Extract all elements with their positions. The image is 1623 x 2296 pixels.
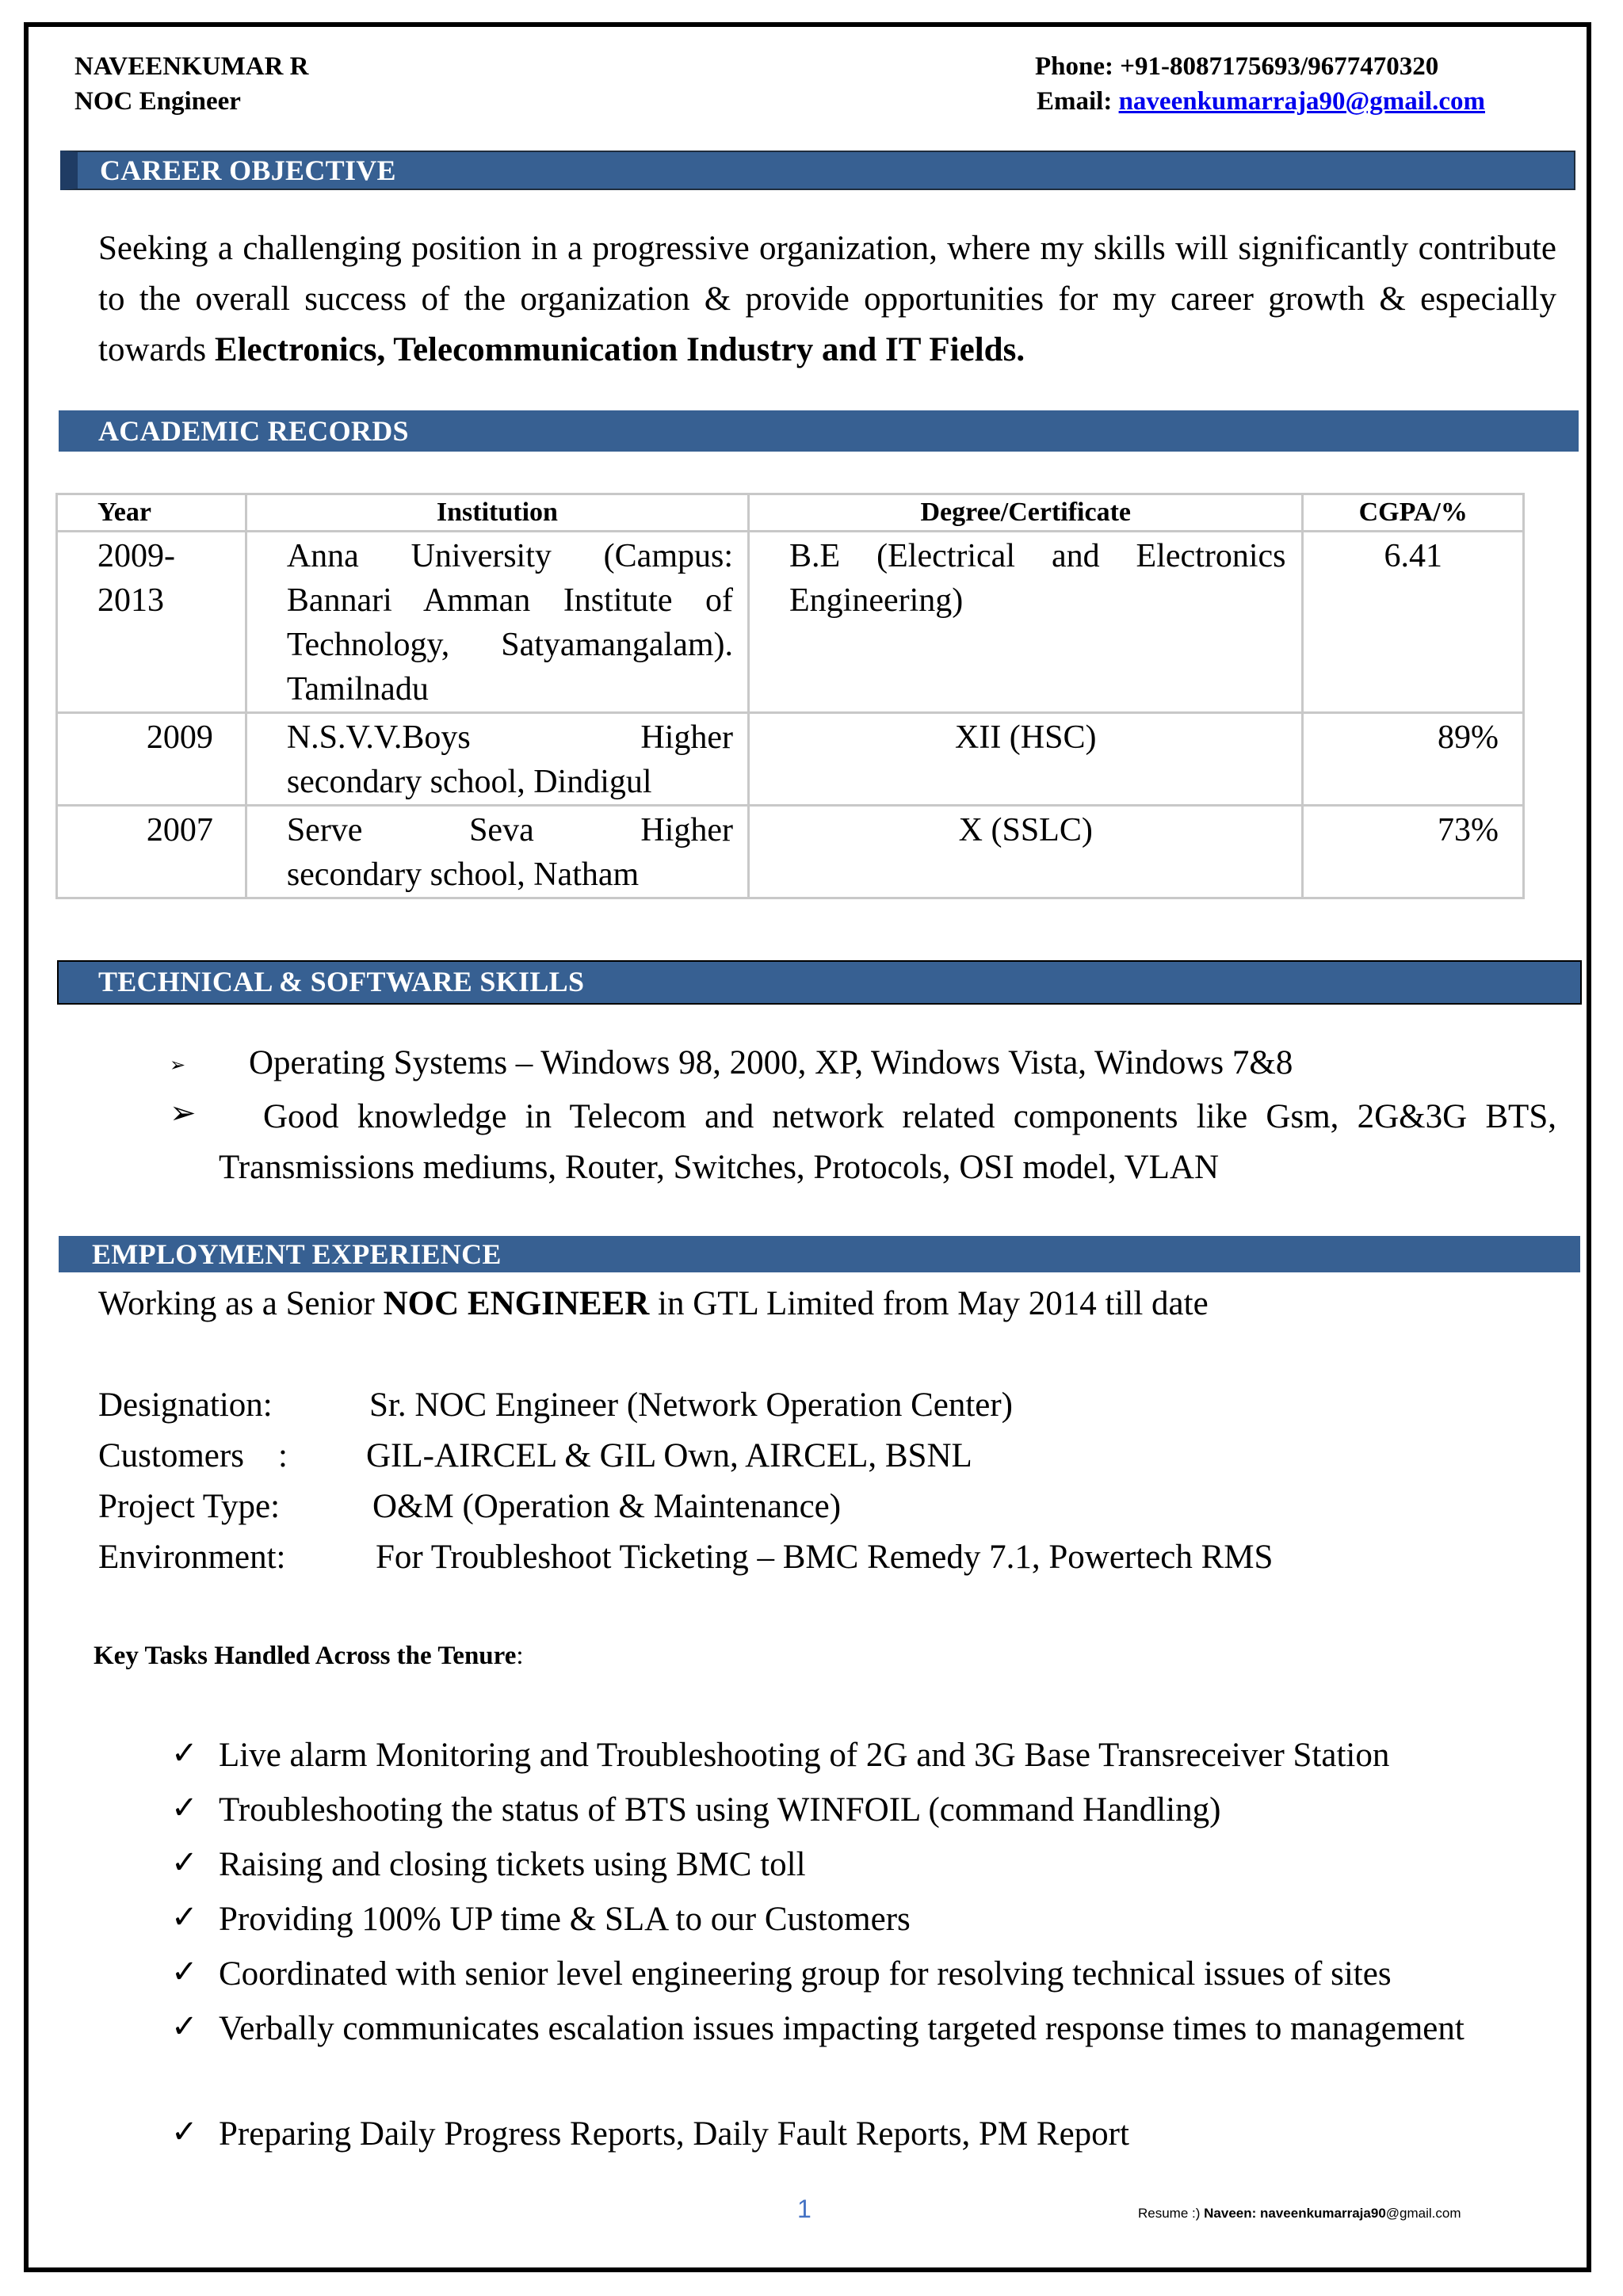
- task-item: Providing 100% UP time & SLA to our Customers: [219, 1901, 911, 1938]
- candidate-role: NOC Engineer: [74, 87, 241, 116]
- cell-institution: N.S.V.V.Boys Higher secondary school, Dindigul: [246, 713, 748, 806]
- arrow-bullet-icon: ➢: [170, 1095, 197, 1131]
- email-link[interactable]: naveenkumarraja90@gmail.com: [1118, 87, 1485, 116]
- cell-institution: Anna University (Campus: Bannari Amman Institute of Technology, Satyamangalam). Tamilnadu: [246, 532, 748, 713]
- detail-label-customers: Customers :: [98, 1437, 288, 1474]
- header-cgpa: CGPA/%: [1303, 494, 1524, 532]
- section-academic-records: ACADEMIC RECORDS: [59, 410, 1579, 452]
- cell-institution: Serve Seva Higher secondary school, Natham: [246, 806, 748, 898]
- key-tasks-heading: Key Tasks Handled Across the Tenure:: [94, 1642, 524, 1670]
- cell-year: 2009-2013: [57, 532, 246, 713]
- detail-value-project-type: O&M (Operation & Maintenance): [372, 1488, 842, 1525]
- cell-cgpa: 6.41: [1303, 532, 1524, 713]
- email-label: Email:: [1037, 87, 1113, 116]
- detail-value-customers: GIL-AIRCEL & GIL Own, AIRCEL, BSNL: [366, 1437, 972, 1474]
- cell-degree: X (SSLC): [749, 806, 1303, 898]
- detail-value-environment: For Troubleshoot Ticketing – BMC Remedy 7.1, Powertech RMS: [376, 1539, 1274, 1576]
- header-year: Year: [57, 494, 246, 532]
- email-line: [1037, 86, 1485, 117]
- task-item: Verbally communicates escalation issues impacting targeted response times to management: [219, 2010, 1465, 2047]
- career-objective-highlight: Electronics, Telecommunication Industry and IT Fields.: [214, 331, 1025, 368]
- task-item: Raising and closing tickets using BMC toll: [219, 1846, 806, 1883]
- table-row: [57, 806, 1524, 898]
- career-objective-text: [98, 223, 1556, 376]
- cell-year: 2009: [57, 713, 246, 806]
- checkmark-icon: ✓: [171, 1844, 198, 1881]
- employment-intro: Working as a Senior NOC ENGINEER in GTL Limited from May 2014 till date: [98, 1285, 1209, 1322]
- checkmark-icon: ✓: [171, 1954, 198, 1990]
- role-highlight: NOC ENGINEER: [383, 1285, 650, 1322]
- phone-line: [1035, 51, 1438, 82]
- academic-header-row: [57, 494, 1524, 532]
- task-item: Troubleshooting the status of BTS using WINFOIL (command Handling): [219, 1791, 1221, 1829]
- header-institution: Institution: [246, 494, 748, 532]
- detail-value-designation: Sr. NOC Engineer (Network Operation Center): [369, 1386, 1014, 1424]
- candidate-name: NAVEENKUMAR R: [74, 52, 309, 81]
- detail-label-project-type: Project Type:: [98, 1488, 281, 1525]
- career-objective-body: Seeking a challenging position in a progressive organization, where my skills will significantly contribute to the overall success of the organization & provide opportunities for my career growth & especially towards: [98, 230, 1556, 368]
- cell-cgpa: 73%: [1303, 806, 1524, 898]
- phone-label: Phone:: [1035, 52, 1113, 81]
- phone-number: +91-8087175693/9677470320: [1120, 52, 1439, 81]
- checkmark-icon: ✓: [171, 2008, 198, 2045]
- checkmark-icon: ✓: [171, 2114, 198, 2150]
- page-number: 1: [797, 2195, 812, 2223]
- cell-degree: B.E (Electrical and Electronics Engineering): [749, 532, 1303, 713]
- detail-label-environment: Environment:: [98, 1539, 286, 1576]
- detail-label-designation: Designation:: [98, 1386, 273, 1424]
- section-employment-experience: EMPLOYMENT EXPERIENCE: [59, 1236, 1580, 1272]
- footer-resume-note: Resume :) Naveen: naveenkumarraja90@gmail.com: [1138, 2206, 1461, 2221]
- arrow-bullet-icon: ➢: [170, 1054, 186, 1076]
- skill-item: Good knowledge in Telecom and network related components like Gsm, 2G&3G BTS, Transmissions mediums, Router, Switches, Protocols, OSI model, VLAN: [219, 1098, 1556, 1186]
- task-item: Coordinated with senior level engineering group for resolving technical issues of sites: [219, 1955, 1392, 1993]
- table-row: [57, 713, 1524, 806]
- task-item: Live alarm Monitoring and Troubleshooting of 2G and 3G Base Transreceiver Station: [219, 1737, 1390, 1774]
- header-degree: Degree/Certificate: [749, 494, 1303, 532]
- table-row: [57, 532, 1524, 713]
- academic-table: [55, 493, 1525, 899]
- cell-degree: XII (HSC): [749, 713, 1303, 806]
- task-item: Preparing Daily Progress Reports, Daily Fault Reports, PM Report: [219, 2115, 1129, 2153]
- checkmark-icon: ✓: [171, 1735, 198, 1772]
- skill-item: Operating Systems – Windows 98, 2000, XP, Windows Vista, Windows 7&8: [249, 1044, 1293, 1081]
- cell-cgpa: 89%: [1303, 713, 1524, 806]
- cell-year: 2007: [57, 806, 246, 898]
- checkmark-icon: ✓: [171, 1899, 198, 1936]
- checkmark-icon: ✓: [171, 1790, 198, 1826]
- section-career-objective: CAREER OBJECTIVE: [60, 151, 1575, 190]
- section-technical-skills: TECHNICAL & SOFTWARE SKILLS: [57, 960, 1582, 1005]
